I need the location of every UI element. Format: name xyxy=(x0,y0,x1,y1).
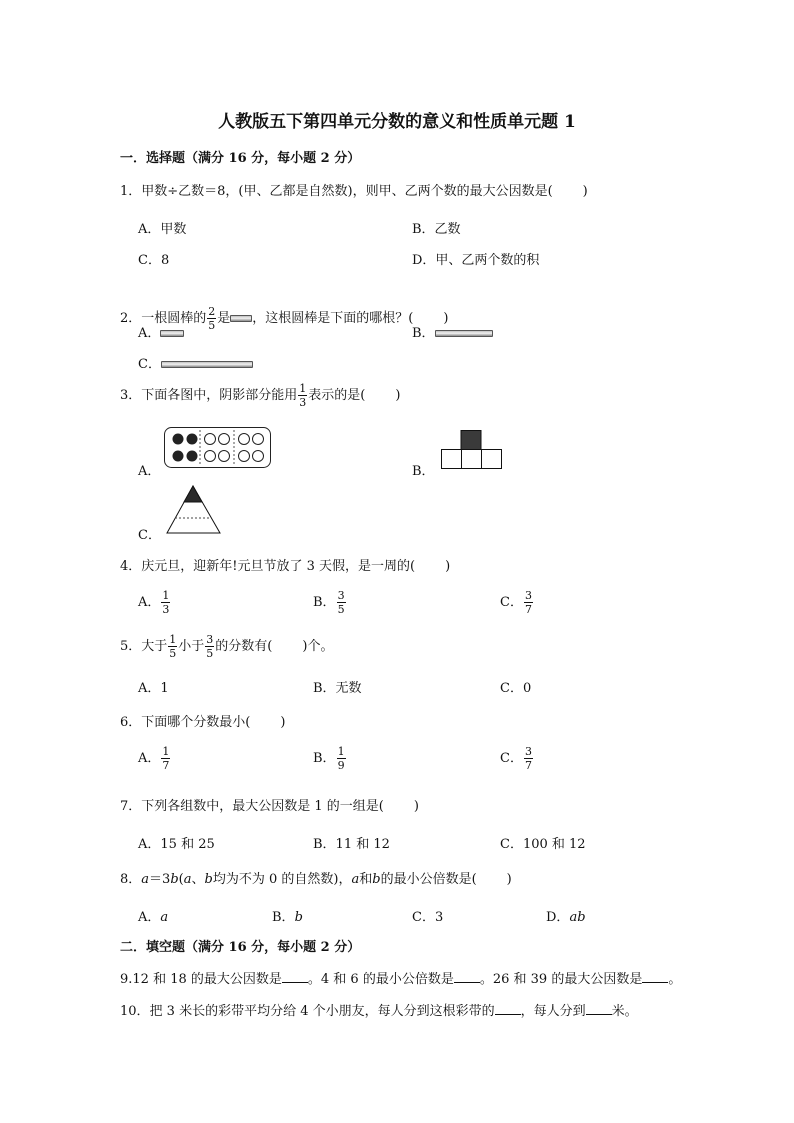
squares-figure xyxy=(441,430,502,470)
q7-option-a: A．15 和 25 xyxy=(138,837,215,852)
question-10-text: ，每人分到 xyxy=(520,1004,586,1019)
question-8-text: ( xyxy=(178,872,184,887)
variable-b: b xyxy=(170,872,179,887)
q8-option-a: A．a xyxy=(138,910,169,925)
question-3-close: ) xyxy=(395,388,401,403)
q8-option-c: C．3 xyxy=(412,910,444,925)
q1-option-a: A．甲数 xyxy=(138,222,187,237)
answer-blank[interactable] xyxy=(454,970,480,983)
question-3-text-pre: 3．下面各图中，阴影部分能用 xyxy=(120,388,298,403)
question-2-text-mid: 是 xyxy=(217,311,231,326)
question-6-close: ) xyxy=(280,715,286,730)
rod-short-image xyxy=(160,330,184,337)
triangle-figure xyxy=(166,485,222,535)
q7-option-c: C．100 和 12 xyxy=(500,837,586,852)
q2-option-b: B． xyxy=(412,322,493,341)
q4-option-a: A． $\frac{1}{3}$ xyxy=(138,589,170,616)
q2-option-a: A． xyxy=(138,322,184,341)
question-1-text: 1．甲数÷乙数＝8，(甲、乙都是自然数)，则甲、乙两个数的最大公因数是( xyxy=(120,184,553,199)
q1-option-b: B．乙数 xyxy=(412,222,461,237)
section-heading-choice: 一．选择题（满分 16 分，每小题 2 分） xyxy=(120,151,361,166)
variable-a: a xyxy=(141,872,150,887)
rod-medium-image xyxy=(435,330,493,337)
q5-option-c: C．0 xyxy=(500,681,532,696)
q8-option-d: D．ab xyxy=(546,910,586,925)
question-8-number: 8． xyxy=(120,872,142,887)
question-2-text-pre: 2．一根圆棒的 xyxy=(120,311,207,326)
q5-option-a: A．1 xyxy=(138,681,169,696)
q3-option-a-label: A． xyxy=(138,464,161,479)
question-8-text: 均为不为 0 的自然数)， xyxy=(212,872,352,887)
question-9-text: 。4 和 6 的最小公倍数是 xyxy=(307,972,454,987)
question-4 xyxy=(120,555,450,574)
question-4-close: ) xyxy=(445,559,451,574)
rod-long-image xyxy=(161,361,253,368)
question-8-text: 和 xyxy=(359,872,373,887)
question-9-text: 。 xyxy=(668,972,682,987)
question-8-eq: ＝3 xyxy=(149,872,171,887)
q3-option-b-label: B． xyxy=(412,464,435,479)
question-6-text: 6．下面哪个分数最小( xyxy=(120,715,251,730)
q6-option-c: C． $\frac{3}{7}$ xyxy=(500,745,532,772)
q4-option-b: B． $\frac{3}{5}$ xyxy=(313,589,345,616)
q1-option-d: D．甲、乙两个数的积 xyxy=(412,253,540,268)
page-title: 人教版五下第四单元分数的意义和性质单元题 1 xyxy=(218,112,576,132)
fraction-two-fifths: $\frac{2}{5}$ xyxy=(208,305,216,332)
question-5-text-mid: 小于 xyxy=(178,639,205,654)
question-1-close: ) xyxy=(582,184,588,199)
question-7-close: ) xyxy=(413,799,419,814)
q3-option-c-label: C． xyxy=(138,528,161,543)
question-4-text: 4．庆元旦，迎新年!元旦节放了 3 天假，是一周的( xyxy=(120,559,416,574)
q1-option-c: C．8 xyxy=(138,253,170,268)
question-2-close: ) xyxy=(443,311,449,326)
question-9-text: 。26 和 39 的最大公因数是 xyxy=(479,972,643,987)
variable-b: b xyxy=(372,872,381,887)
question-8 xyxy=(120,868,512,887)
variable-a: a xyxy=(351,872,360,887)
question-8-text: 的最小公倍数是( xyxy=(380,872,477,887)
question-7-text: 7．下列各组数中，最大公因数是 1 的一组是( xyxy=(120,799,384,814)
rod-part-image xyxy=(230,315,252,322)
q6-option-b: B． $\frac{1}{9}$ xyxy=(313,745,345,772)
question-9-text: 9.12 和 18 的最大公因数是 xyxy=(120,972,282,987)
question-1 xyxy=(120,180,588,199)
circles-figure xyxy=(164,427,272,469)
variable-b: b xyxy=(204,872,213,887)
q6-option-a: A． $\frac{1}{7}$ xyxy=(138,745,170,772)
question-3-text-post: 表示的是( xyxy=(308,388,366,403)
question-9 xyxy=(120,968,681,987)
question-8-close: ) xyxy=(506,872,512,887)
question-2-text-post: ，这根圆棒是下面的哪根？( xyxy=(252,311,414,326)
q8-option-b: B．b xyxy=(272,910,303,925)
question-6 xyxy=(120,711,285,730)
question-7 xyxy=(120,795,419,814)
question-10-text: 米。 xyxy=(611,1004,638,1019)
question-5-text-post: 的分数有( xyxy=(215,639,273,654)
question-5-close: )个。 xyxy=(302,639,334,654)
answer-blank[interactable] xyxy=(642,970,668,983)
q2-option-c: C． xyxy=(138,353,253,372)
q7-option-b: B．11 和 12 xyxy=(313,837,390,852)
question-5: 5．大于 $\frac{1}{5}$ 小于 $\frac{3}{5}$ 的分数有( )个。 xyxy=(120,633,334,660)
question-3 xyxy=(120,383,400,408)
section-heading-fill: 二．填空题（满分 16 分，每小题 2 分） xyxy=(120,940,361,955)
question-10-text: 10．把 3 米长的彩带平均分给 4 个小朋友，每人分到这根彩带的 xyxy=(120,1004,495,1019)
question-10 xyxy=(120,1000,638,1019)
question-5-text-pre: 5．大于 xyxy=(120,639,168,654)
answer-blank[interactable] xyxy=(495,1002,521,1015)
q4-option-c: C． $\frac{3}{7}$ xyxy=(500,589,532,616)
answer-blank[interactable] xyxy=(282,970,308,983)
fraction-one-third: $\frac{1}{3}$ xyxy=(299,382,307,409)
q5-option-b: B．无数 xyxy=(313,681,362,696)
answer-blank[interactable] xyxy=(586,1002,612,1015)
variable-a: a xyxy=(183,872,192,887)
question-8-text: 、 xyxy=(191,872,205,887)
